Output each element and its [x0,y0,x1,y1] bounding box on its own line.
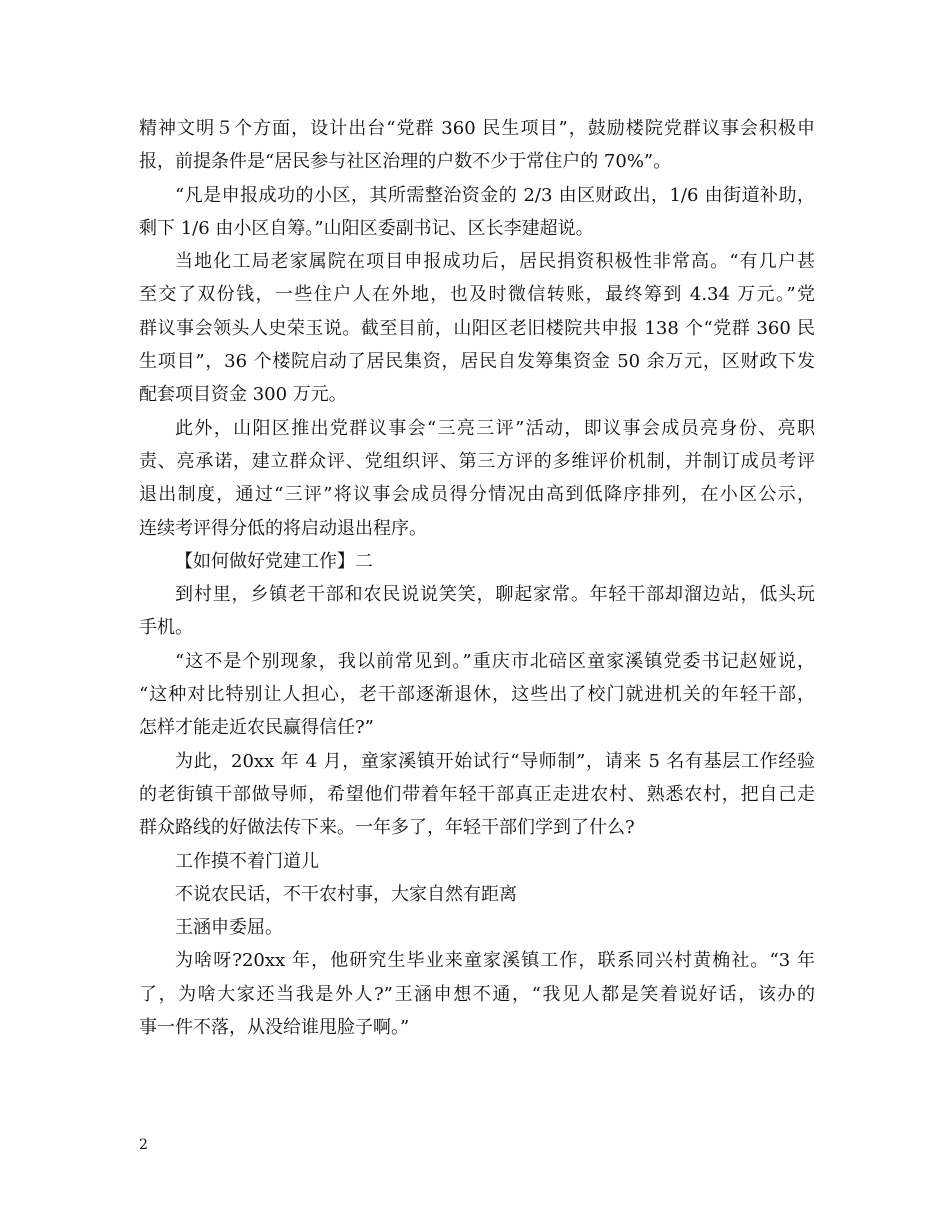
text-line: 为啥呀?20xx 年，他研究生毕业来童家溪镇工作，联系同兴村黄桷社。“3 年 [175,950,815,972]
text-line: “这不是个别现象，我以前常见到。”重庆市北碚区童家溪镇党委书记赵娅说， [175,650,815,672]
text-line: 报，前提条件是“居民参与社区治理的户数不少于常住户的 70%”。 [139,151,672,173]
page-number: 2 [139,1137,148,1153]
text-line: 连续考评得分低的将启动退出程序。 [139,517,427,539]
text-line: 手机。 [139,617,193,639]
text-line: 群众路线的好做法传下来。一年多了，年轻干部们学到了什么? [139,817,635,839]
text-line: “这种对比特别让人担心，老干部逐渐退休，这些出了校门就进机关的年轻干部， [139,684,815,706]
document-body [139,112,815,1044]
text-line: “凡是申报成功的小区，其所需整治资金的 2/3 由区财政出，1/6 由街道补助， [175,184,815,206]
text-line: 剩下 1/6 由小区自筹。”山阳区委副书记、区长李建超说。 [139,217,594,239]
text-line: 的老街镇干部做导师，希望他们带着年轻干部真正走进农村、熟悉农村，把自己走 [139,783,815,805]
text-line: 怎样才能走近农民赢得信任?” [139,717,374,739]
text-line: 退出制度，通过“三评”将议事会成员得分情况由高到低降序排列，在小区公示， [139,484,815,506]
text-line: 精神文明５个方面，设计出台“党群 360 民生项目”，鼓励楼院党群议事会积极申 [139,118,815,139]
text-line: 王涵申委屈。 [175,917,283,939]
text-line: 到村里，乡镇老干部和农民说说笑笑，聊起家常。年轻干部却溜边站，低头玩 [175,584,815,606]
text-line: 至交了双份钱，一些住户人在外地，也及时微信转账，最终筹到 4.34 万元。”党 [139,284,815,306]
text-line: 当地化工局老家属院在项目申报成功后，居民捐资积极性非常高。“有几户甚 [175,251,815,273]
text-line: 生项目”，36 个楼院启动了居民集资，居民自发筹集资金 50 余万元，区财政下发 [139,351,815,373]
text-line: 了，为啥大家还当我是外人?”王涵申想不通，“我见人都是笑着说好话，该办的 [139,983,815,1005]
text-line: 责、亮承诺，建立群众评、党组织评、第三方评的多维评价机制，并制订成员考评 [139,450,815,472]
text-line: 不说农民话，不干农村事，大家自然有距离 [175,883,517,905]
text-line: 工作摸不着门道儿 [175,850,319,872]
text-line: 为此，20xx 年 4 月，童家溪镇开始试行“导师制”，请来 5 名有基层工作经验 [175,750,815,772]
text-line: 此外，山阳区推出党群议事会“三亮三评”活动，即议事会成员亮身份、亮职 [175,417,815,439]
text-line: 【如何做好党建工作】二 [175,550,373,572]
text-line: 事一件不落，从没给谁甩脸子啊。” [139,1017,410,1039]
text-line: 群议事会领头人史荣玉说。截至目前，山阳区老旧楼院共申报 138 个“党群 360 民 [139,317,815,339]
text-line: 配套项目资金 300 万元。 [139,384,347,406]
